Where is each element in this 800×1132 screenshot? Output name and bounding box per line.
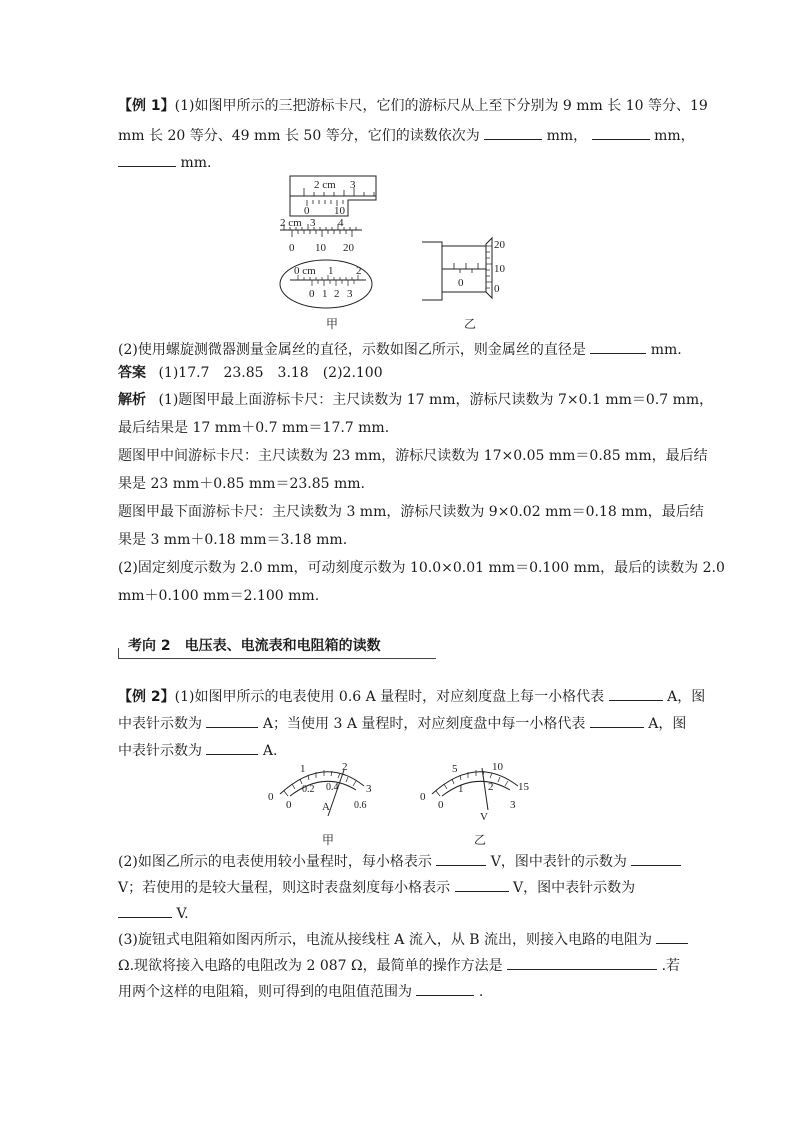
figure-calipers-micrometer <box>270 172 530 340</box>
answer-blank[interactable] <box>484 124 542 140</box>
ex2-label: 【例 2】 <box>118 689 175 705</box>
analysis-line: 题图甲最下面游标卡尺：主尺读数为 3 mm，游标尺读数为 9×0.02 mm＝0.18 mm，最后结 <box>118 504 704 520</box>
answer-blank[interactable] <box>590 712 644 728</box>
caliper2-vernier-label: 0 <box>289 242 295 254</box>
answer-blank[interactable] <box>590 338 646 354</box>
answer-blank[interactable] <box>206 739 258 755</box>
answer-blank[interactable] <box>455 876 509 892</box>
section-heading: 考向 2 电压表、电流表和电阻箱的读数 <box>128 638 381 654</box>
caliper1-main-label: 2 cm <box>314 179 336 191</box>
answer-blank[interactable] <box>436 850 486 866</box>
figure-caption-left: 甲 <box>326 317 339 331</box>
ex2-q3-line2: Ω.现欲将接入电路的电阻改为 2 087 Ω，最简单的操作方法是 .若 <box>118 954 680 976</box>
ammeter-unit: A <box>322 801 330 813</box>
caliper2-main-label: 3 <box>310 217 316 229</box>
ex2-q2-line3: V. <box>118 902 189 924</box>
ex2-q2-line1: (2)如图乙所示的电表使用较小量程时，每小格表示 V，图中表针的示数为 <box>118 850 681 872</box>
voltmeter-outer-label: 10 <box>492 761 503 773</box>
answer-blank[interactable] <box>416 980 474 996</box>
caliper3-vernier-label: 1 <box>322 288 328 300</box>
answer-text: (1)17.7 23.85 3.18 (2)2.100 <box>158 365 383 381</box>
answer-blank[interactable] <box>507 954 657 970</box>
analysis-line: 最后结果是 17 mm＋0.7 mm＝17.7 mm. <box>118 420 390 436</box>
ex1-q1-line1: 【例 1】(1)如图甲所示的三把游标卡尺，它们的游标尺从上至下分别为 9 mm 长 10 等分、19 <box>118 98 708 114</box>
caliper3-vernier-label: 0 <box>309 288 315 300</box>
caliper2-vernier-label: 20 <box>343 242 354 254</box>
analysis-line: 果是 23 mm＋0.85 mm＝23.85 mm. <box>118 476 365 492</box>
analysis-line: (2)固定刻度示数为 2.0 mm，可动刻度示数为 10.0×0.01 mm＝0.100 mm，最后的读数为 2.0 <box>118 560 725 576</box>
caliper3-vernier-label: 2 <box>334 288 340 300</box>
ex2-q1-line1: 【例 2】(1)如图甲所示的电表使用 0.6 A 量程时，对应刻度盘上每一小格代表 A，图 <box>118 685 705 707</box>
analysis-line: 果是 3 mm＋0.18 mm＝3.18 mm. <box>118 532 348 548</box>
ammeter-outer-label: 1 <box>300 763 306 775</box>
caliper3-main-label: 2 <box>356 265 362 277</box>
analysis-label: 解析 <box>118 392 146 408</box>
answer-blank[interactable] <box>206 712 258 728</box>
micrometer <box>422 238 506 300</box>
ex2-q3-line3: 用两个这样的电阻箱，则可得到的电阻值范围为 . <box>118 980 483 1002</box>
figure-meters <box>262 756 552 850</box>
ammeter-dial <box>268 761 372 816</box>
micrometer-sleeve-label: 0 <box>458 277 464 289</box>
ammeter-inner-label: 0.4 <box>326 782 339 793</box>
answer-blank[interactable] <box>656 928 688 944</box>
answer-blank[interactable] <box>592 124 650 140</box>
caliper1-vernier-label: 0 <box>304 205 310 217</box>
ammeter-inner-label: 0.6 <box>354 800 367 811</box>
ex1-answer <box>118 363 383 383</box>
ammeter-outer-label: 3 <box>366 783 372 795</box>
caliper2-main-label: 4 <box>338 217 344 229</box>
ammeter-outer-label: 2 <box>342 761 348 773</box>
ex2-q1-line2: 中表针示数为 A；当使用 3 A 量程时，对应刻度盘中每一小格代表 A，图 <box>118 712 686 734</box>
ex2-q3-line1: (3)旋钮式电阻箱如图丙所示，电流从接线柱 A 流入，从 B 流出，则接入电路的电阻为 <box>118 928 688 950</box>
ex2-q2-line2: V；若使用的是较大量程，则这时表盘刻度每小格表示 V，图中表针示数为 <box>118 876 635 898</box>
ammeter-inner-label: 0.2 <box>302 784 315 795</box>
voltmeter-inner-label: 2 <box>488 781 494 793</box>
answer-blank[interactable] <box>118 151 176 167</box>
caliper-top <box>290 176 376 217</box>
micrometer-thimble-label: 20 <box>494 239 505 251</box>
analysis-line: 题图甲中间游标卡尺：主尺读数为 23 mm，游标尺读数为 17×0.05 mm＝0.85 mm，最后结 <box>118 448 708 464</box>
voltmeter-inner-label: 3 <box>510 799 516 811</box>
figure-caption-right: 乙 <box>464 317 477 331</box>
ex2-q1-line3: 中表针示数为 A. <box>118 739 277 761</box>
caliper-middle <box>280 217 362 254</box>
caliper3-vernier-label: 3 <box>347 288 353 300</box>
caliper-bottom <box>280 260 372 308</box>
ex1-q1-line2: mm 长 20 等分、49 mm 长 50 等分，它们的读数依次为 mm， mm， <box>118 124 695 146</box>
figure-caption-right: 乙 <box>474 833 487 847</box>
ammeter-inner-label: 0 <box>286 799 292 811</box>
voltmeter-unit: V <box>480 811 488 823</box>
figure-caption-left: 甲 <box>322 833 335 847</box>
analysis-line: mm＋0.100 mm＝2.100 mm. <box>118 588 320 604</box>
caliper2-vernier-label: 10 <box>315 242 326 254</box>
answer-blank[interactable] <box>631 850 681 866</box>
analysis-line: 解析 (1)题图甲最上面游标卡尺：主尺读数为 17 mm，游标尺读数为 7×0.1 mm＝0.7 mm， <box>118 392 714 408</box>
caliper1-vernier-label: 10 <box>334 205 345 217</box>
caliper1-main-label: 3 <box>350 179 356 191</box>
answer-blank[interactable] <box>118 902 172 918</box>
ammeter-outer-label: 0 <box>268 791 274 803</box>
micrometer-thimble-label: 10 <box>494 263 505 275</box>
voltmeter-dial <box>420 761 530 823</box>
answer-blank[interactable] <box>609 685 663 701</box>
caliper3-main-label: 0 cm <box>294 265 316 277</box>
ex1-q1-line3: mm. <box>118 151 211 173</box>
voltmeter-outer-label: 0 <box>420 791 426 803</box>
answer-label: 答案 <box>118 365 146 381</box>
voltmeter-outer-label: 5 <box>452 763 458 775</box>
caliper3-main-label: 1 <box>328 265 334 277</box>
voltmeter-inner-label: 1 <box>458 783 464 795</box>
micrometer-thimble-label: 0 <box>494 283 500 295</box>
caliper2-main-label: 2 cm <box>280 217 302 229</box>
voltmeter-outer-label: 15 <box>518 781 529 793</box>
ex1-q2: (2)使用螺旋测微器测量金属丝的直径，示数如图乙所示，则金属丝的直径是 mm. <box>118 338 682 360</box>
voltmeter-inner-label: 0 <box>438 799 444 811</box>
ex1-label: 【例 1】 <box>118 98 175 114</box>
